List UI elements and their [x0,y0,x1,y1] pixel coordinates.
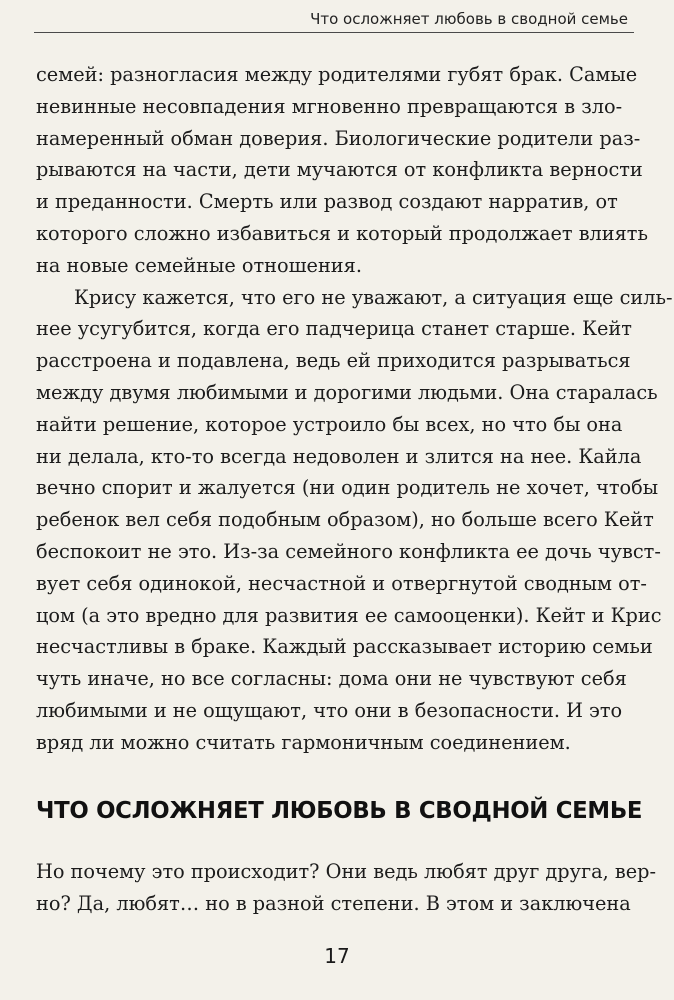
text-line: несчастливы в браке. Каждый рассказывает историю семьи [36,635,653,659]
text-line: ни делала, кто-то всегда недоволен и злится на нее. Кайла [36,444,642,468]
paragraph [36,59,648,282]
text-line: вует себя одинокой, несчастной и отвергнутой сводным от- [36,571,647,595]
text-line: невинные несовпадения мгновенно превращаются в зло- [36,94,623,118]
text-line: любимыми и не ощущают, что они в безопасности. И это [36,698,623,722]
text-line: чуть иначе, но все согласны: дома они не чувствуют себя [36,667,627,691]
text-line: и преданности. Смерть или развод создают нарратив, от [36,190,618,214]
text-line: найти решение, которое устроило бы всех, но что бы она [36,412,623,436]
text-line: цом (а это вредно для развития ее самооценки). Кейт и Крис [36,603,662,627]
text-line: вряд ли можно считать гармоничным соединением. [36,730,571,754]
text-line: ребенок вел себя подобным образом), но больше всего Кейт [36,508,654,532]
text-line: расстроена и подавлена, ведь ей приходится разрываться [36,349,631,373]
section-heading: ЧТО ОСЛОЖНЯЕТ ЛЮБОВЬ В СВОДНОЙ СЕМЬЕ [36,798,643,824]
body-text-block [36,59,673,759]
paragraph [36,282,673,759]
text-line: вечно спорит и жалуется (ни один родитель не хочет, чтобы [36,476,659,500]
text-line: которого сложно избавиться и который продолжает влиять [36,221,648,245]
text-line: беспокоит не это. Из-за семейного конфликта ее дочь чувст- [36,539,661,563]
text-line: между двумя любимыми и дорогими людьми. Она старалась [36,380,658,404]
text-line: Крису кажется, что его не уважают, а ситуация еще силь- [74,285,673,309]
text-line: намеренный обман доверия. Биологические родители раз- [36,126,641,150]
text-line: Но почему это происходит? Они ведь любят друг друга, вер- [36,860,656,883]
running-header [34,8,634,33]
text-line: нее усугубится, когда его падчерица станет старше. Кейт [36,317,632,341]
text-line: семей: разногласия между родителями губят брак. Самые [36,63,638,86]
text-line: но? Да, любят… но в разной степени. В этом и заключена [36,891,631,915]
text-line: на новые семейные отношения. [36,253,362,277]
page-number: 17 [324,944,350,968]
running-title: Что осложняет любовь в сводной семье [310,10,628,28]
text-line: рываются на части, дети мучаются от конфликта верности [36,158,643,182]
paragraph [36,856,656,920]
